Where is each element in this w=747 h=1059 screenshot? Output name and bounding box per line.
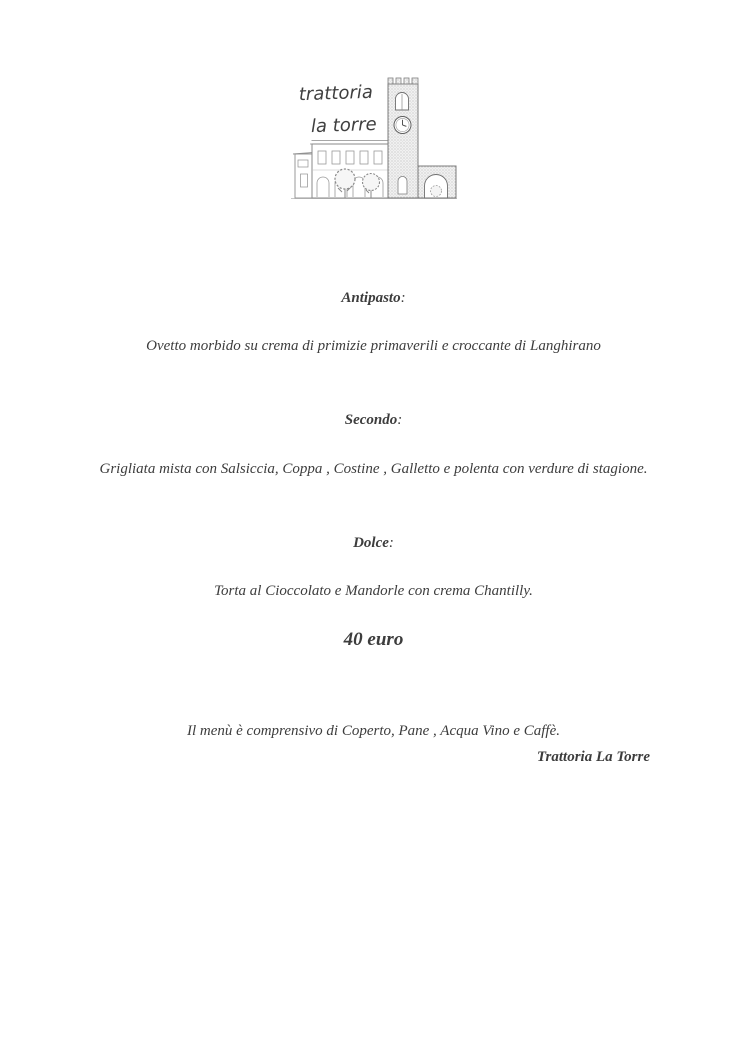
course-separator: : — [388, 535, 394, 551]
course-heading-secondo — [72, 412, 675, 429]
trattoria-la-torre-logo-icon — [283, 70, 463, 207]
logo-script-line2: la torre — [310, 113, 378, 138]
course-heading-dolce — [72, 535, 675, 552]
restaurant-logo — [283, 70, 463, 207]
sketch-gate-wall — [418, 166, 456, 198]
course-separator: : — [397, 412, 403, 428]
restaurant-signature: Trattoria La Torre — [536, 749, 650, 765]
course-heading-antipasto — [72, 290, 675, 307]
dish-secondo: Grigliata mista con Salsiccia, Coppa , Costine , Galletto e polenta con verdure di stagione. — [99, 461, 648, 477]
sketch-main-building — [310, 141, 390, 199]
sketch-left-wing — [293, 153, 314, 199]
dish-antipasto: Ovetto morbido su crema di primizie primaverili e croccante di Langhirano — [146, 338, 601, 354]
course-name: Secondo — [344, 412, 398, 428]
logo-script-line1: trattoria — [298, 81, 374, 106]
course-name: Antipasto — [341, 290, 401, 306]
inclusions-note: Il menù è comprensivo di Coperto, Pane , Acqua Vino e Caffè. — [187, 723, 560, 739]
course-name: Dolce — [353, 535, 389, 551]
sketch-clock-tower — [388, 78, 418, 198]
course-separator: : — [400, 290, 406, 306]
menu-price: 40 euro — [343, 629, 404, 650]
dish-dolce: Torta al Cioccolato e Mandorle con crema Chantilly. — [214, 583, 533, 599]
